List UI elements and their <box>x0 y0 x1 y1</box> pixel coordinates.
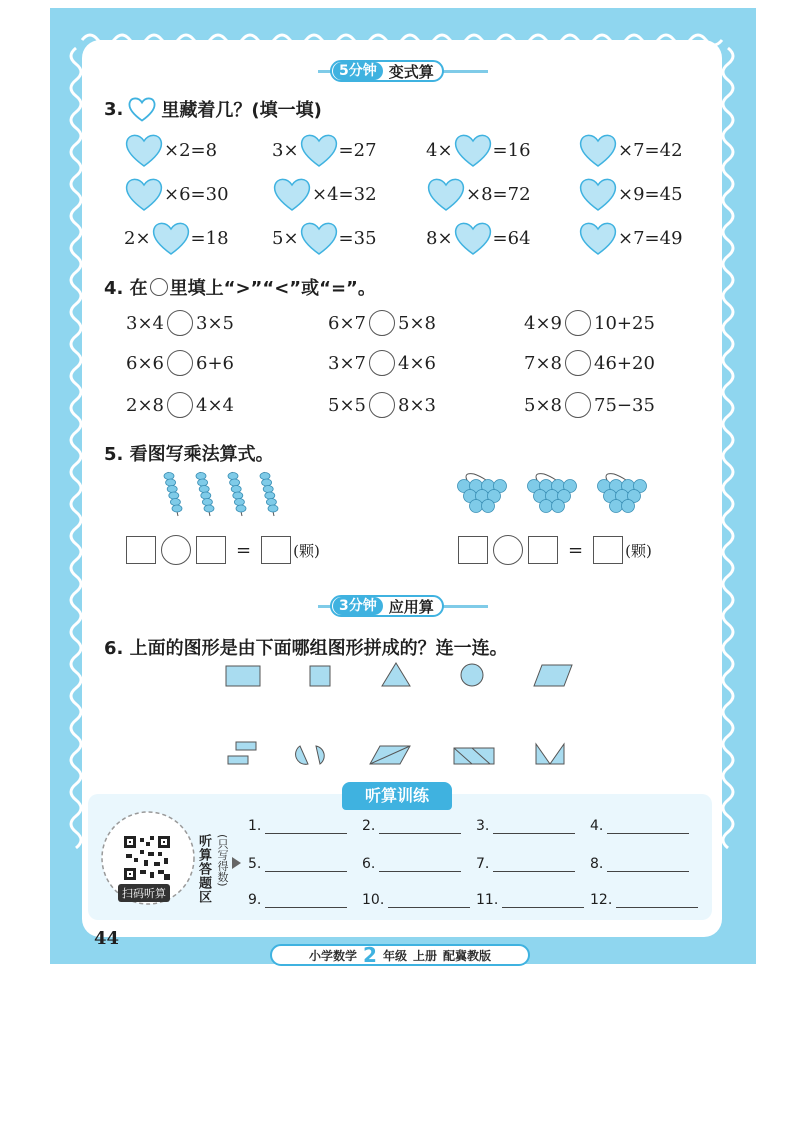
grape-bunch <box>458 474 507 513</box>
answer-blank[interactable] <box>607 818 689 834</box>
equation-left-text: 4× <box>426 139 453 161</box>
equation-left-text: 3× <box>272 139 299 161</box>
answer-slot <box>476 856 575 872</box>
equals-sign: = <box>568 539 584 561</box>
answer-slot <box>590 818 689 834</box>
answer-number: 1. <box>248 818 262 834</box>
question-3-title <box>104 96 322 122</box>
answer-box[interactable] <box>593 536 623 564</box>
multiplication-item <box>272 176 377 212</box>
footer-badge <box>270 944 530 966</box>
heart-blank-icon[interactable] <box>426 176 466 212</box>
comparison-right: 6+6 <box>196 352 234 374</box>
unit-label: (颗) <box>625 541 652 560</box>
answer-blank[interactable] <box>502 892 584 908</box>
heart-icon <box>127 96 157 122</box>
comparison-left: 6×7 <box>328 312 366 334</box>
heart-blank-icon[interactable] <box>272 176 312 212</box>
equation-right-text: ×2=8 <box>164 139 218 161</box>
answer-blank[interactable] <box>616 892 698 908</box>
heart-blank-icon[interactable] <box>124 176 164 212</box>
multiplication-item <box>426 220 531 256</box>
compare-circle[interactable] <box>369 310 395 336</box>
answer-slot <box>248 818 347 834</box>
page-number: 44 <box>94 928 120 949</box>
comparison-left: 6×6 <box>126 352 164 374</box>
operator-circle[interactable] <box>161 535 191 565</box>
answer-blank[interactable] <box>379 856 461 872</box>
compare-circle[interactable] <box>369 392 395 418</box>
comparison-right: 4×4 <box>196 394 234 416</box>
comparison-item <box>126 350 234 376</box>
equation-right-text: ×8=72 <box>466 183 531 205</box>
answer-area-label: 听算答题区 <box>196 834 211 904</box>
answer-number: 4. <box>590 818 604 834</box>
answer-slot <box>362 892 470 908</box>
multiplication-item <box>272 132 377 168</box>
footer-term: 上册 <box>412 948 437 963</box>
question-4-title <box>104 274 376 300</box>
equation-right-text: ×7=42 <box>618 139 683 161</box>
comparison-left: 5×5 <box>328 394 366 416</box>
triangle-shape[interactable] <box>382 663 410 686</box>
answer-number: 8. <box>590 856 604 872</box>
comparison-right: 8×3 <box>398 394 436 416</box>
equation-right-text: =64 <box>492 227 531 249</box>
heart-blank-icon[interactable] <box>453 132 493 168</box>
qr-caption: 扫码听算 <box>118 884 170 902</box>
circle-icon <box>150 278 168 296</box>
heart-blank-icon[interactable] <box>578 220 618 256</box>
banner-time: 3分钟 <box>333 597 383 615</box>
answer-number: 11. <box>476 892 499 908</box>
answer-slot <box>362 856 461 872</box>
heart-blank-icon[interactable] <box>578 176 618 212</box>
comparison-left: 4×9 <box>524 312 562 334</box>
answer-number: 6. <box>362 856 376 872</box>
comparison-right: 75−35 <box>594 394 655 416</box>
footer-subject: 小学数学 <box>309 948 358 963</box>
equation-right-text: =16 <box>492 139 531 161</box>
answer-blank[interactable] <box>388 892 470 908</box>
equation-right-text: =18 <box>190 227 229 249</box>
answer-box[interactable] <box>528 536 558 564</box>
equation-right-text: ×7=49 <box>618 227 683 249</box>
heart-blank-icon[interactable] <box>453 220 493 256</box>
banner-time: 5分钟 <box>333 62 383 80</box>
answer-row-grapes <box>456 535 652 565</box>
multiplication-item <box>124 220 229 256</box>
multiplication-item <box>426 132 531 168</box>
pieces-two-semicircles[interactable] <box>296 746 325 764</box>
heart-blank-icon[interactable] <box>299 220 339 256</box>
comparison-left: 3×7 <box>328 352 366 374</box>
parallelogram-shape[interactable] <box>534 665 572 686</box>
equation-right-text: ×4=32 <box>312 183 377 205</box>
comparison-right: 5×8 <box>398 312 436 334</box>
multiplication-item <box>426 176 531 212</box>
multiplication-item <box>124 176 229 212</box>
heart-blank-icon[interactable] <box>151 220 191 256</box>
footer-grade-suffix: 年级 <box>382 948 407 963</box>
bead-string <box>260 472 278 516</box>
circle-shape[interactable] <box>461 664 483 686</box>
footer-edition: 配冀教版 <box>442 948 491 963</box>
banner-title: 变式算 <box>388 62 434 81</box>
grape-bunches-picture <box>450 470 660 522</box>
bead-strings-picture <box>158 470 288 520</box>
comparison-item <box>524 392 655 418</box>
answer-blank[interactable] <box>493 818 575 834</box>
banner-title: 应用算 <box>388 597 434 616</box>
question-6-title: 6. 上面的图形是由下面哪组图形拼成的？连一连。 <box>104 638 508 659</box>
question-text: 里填上“>”“<”或“=”。 <box>169 278 376 299</box>
answer-slot <box>476 818 575 834</box>
answer-slot <box>248 892 347 908</box>
answer-number: 3. <box>476 818 490 834</box>
compare-circle[interactable] <box>167 350 193 376</box>
answer-number: 7. <box>476 856 490 872</box>
answer-slot <box>362 818 461 834</box>
comparison-left: 7×8 <box>524 352 562 374</box>
compare-circle[interactable] <box>565 350 591 376</box>
comparison-left: 3×4 <box>126 312 164 334</box>
equals-sign: = <box>236 539 252 561</box>
operator-circle[interactable] <box>493 535 523 565</box>
grape-bunch <box>598 474 647 513</box>
compare-circle[interactable] <box>565 310 591 336</box>
answer-number: 9. <box>248 892 262 908</box>
arrow-right-icon <box>232 857 241 869</box>
answer-box[interactable] <box>458 536 488 564</box>
equation-left-text: 5× <box>272 227 299 249</box>
rectangle-shape[interactable] <box>226 666 260 686</box>
answer-area-note: (只写得数) <box>216 834 229 887</box>
answer-slot <box>590 856 689 872</box>
multiplication-item <box>124 132 217 168</box>
comparison-left: 5×8 <box>524 394 562 416</box>
comparison-item <box>524 350 655 376</box>
question-number: 3. <box>104 98 124 120</box>
comparison-item <box>126 392 234 418</box>
comparison-item <box>126 310 234 336</box>
answer-number: 10. <box>362 892 385 908</box>
answer-box[interactable] <box>196 536 226 564</box>
comparison-item <box>524 310 655 336</box>
answer-slot <box>476 892 584 908</box>
comparison-right: 10+25 <box>594 312 655 334</box>
comparison-item <box>328 392 436 418</box>
answer-number: 2. <box>362 818 376 834</box>
multiplication-item <box>272 220 377 256</box>
bead-string <box>196 472 214 516</box>
equation-left-text: 8× <box>426 227 453 249</box>
bead-string <box>228 472 246 516</box>
heart-blank-icon[interactable] <box>578 132 618 168</box>
answer-blank[interactable] <box>493 856 575 872</box>
answer-slot <box>248 856 347 872</box>
equation-right-text: ×9=45 <box>618 183 683 205</box>
pieces-two-rectangles[interactable] <box>228 742 256 764</box>
compare-circle[interactable] <box>565 392 591 418</box>
heart-blank-icon[interactable] <box>299 132 339 168</box>
listening-title: 听算训练 <box>342 782 452 810</box>
multiplication-item <box>578 176 683 212</box>
answer-box[interactable] <box>126 536 156 564</box>
answer-row-beads <box>124 535 320 565</box>
grape-bunch <box>528 474 577 513</box>
comparison-item <box>328 350 436 376</box>
compare-circle[interactable] <box>167 392 193 418</box>
comparison-right: 4×6 <box>398 352 436 374</box>
multiplication-item <box>578 132 683 168</box>
question-text: 4. 在 <box>104 278 148 299</box>
pieces-two-triangles-rectangle[interactable] <box>454 748 494 764</box>
answer-number: 12. <box>590 892 613 908</box>
answer-blank[interactable] <box>265 856 347 872</box>
answer-blank[interactable] <box>607 856 689 872</box>
unit-label: (颗) <box>293 541 320 560</box>
pieces-two-triangles-parallelogram[interactable] <box>370 746 410 764</box>
answer-blank[interactable] <box>265 818 347 834</box>
equation-right-text: =27 <box>338 139 377 161</box>
comparison-left: 2×8 <box>126 394 164 416</box>
heart-blank-icon[interactable] <box>124 132 164 168</box>
answer-blank[interactable] <box>379 818 461 834</box>
footer-grade: 2 <box>363 943 377 967</box>
comparison-item <box>328 310 436 336</box>
comparison-right: 46+20 <box>594 352 655 374</box>
equation-left-text: 2× <box>124 227 151 249</box>
section-banner-5min <box>330 60 444 82</box>
question-5-title: 5. 看图写乘法算式。 <box>104 444 274 465</box>
equation-right-text: =35 <box>338 227 377 249</box>
compare-circle[interactable] <box>167 310 193 336</box>
section-banner-3min <box>330 595 444 617</box>
bead-string <box>164 472 182 516</box>
square-shape[interactable] <box>310 666 330 686</box>
compare-circle[interactable] <box>369 350 395 376</box>
answer-box[interactable] <box>261 536 291 564</box>
pieces-two-triangles-triangle[interactable] <box>536 744 564 764</box>
answer-slot <box>590 892 698 908</box>
comparison-right: 3×5 <box>196 312 234 334</box>
multiplication-item <box>578 220 683 256</box>
question-text: 里藏着几？(填一填) <box>161 100 322 121</box>
shape-matching-figures <box>220 660 580 780</box>
answer-number: 5. <box>248 856 262 872</box>
answer-blank[interactable] <box>265 892 347 908</box>
equation-right-text: ×6=30 <box>164 183 229 205</box>
